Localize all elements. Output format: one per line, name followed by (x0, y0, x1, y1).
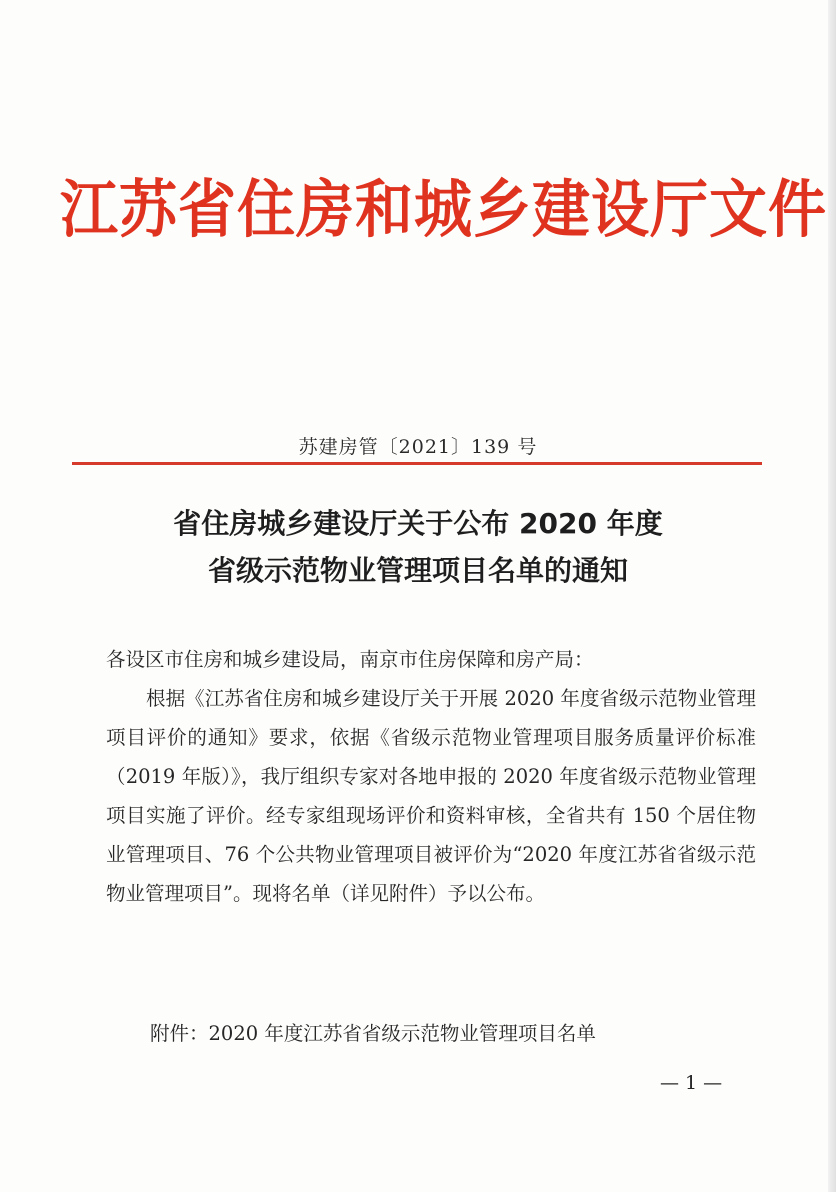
red-masthead: 江苏省住房和城乡建设厅文件 (60, 172, 828, 247)
salutation: 各设区市住房和城乡建设局，南京市住房保障和房产局： (106, 648, 594, 671)
notice-title-line-1: 省住房城乡建设厅关于公布 2020 年度 (173, 507, 663, 540)
document-number: 苏建房管〔2021〕139 号 (298, 436, 538, 458)
attachment-note: 附件：2020 年度江苏省省级示范物业管理项目名单 (150, 1022, 596, 1045)
red-divider-line (72, 462, 762, 465)
page-edge-shadow (828, 0, 836, 1192)
notice-title-line-2: 省级示范物业管理项目名单的通知 (207, 554, 628, 587)
page-number: — 1 — (660, 1072, 723, 1094)
body-paragraph: 根据《江苏省住房和城乡建设厅关于开展 2020 年度省级示范物业管理项目评价的通知》要求，依据《省级示范物业管理项目服务质量评价标准（2019 年版）》，我厅组织专家对各地申报的 2020 年度省级示范物业管理项目实施了评价。经专家组现场评价和资料审核，全省共有 150 个居住物业管理项目、76 个公共物业管理项目被评价为“2020 年度江苏省省级示范物业管理项目”。现将名单（详见附件）予以公布。 (106, 687, 756, 905)
